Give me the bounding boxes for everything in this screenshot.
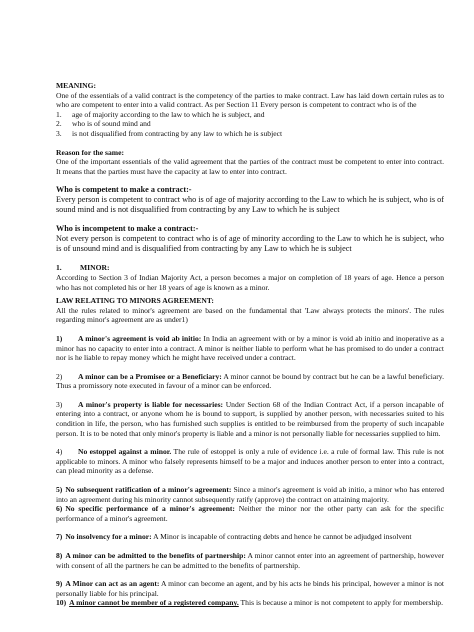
rule-number: 9) (56, 579, 63, 589)
rule-text: This is because a minor is not competent to apply for membership. (238, 598, 443, 608)
rule-text: In India an agreement with or by a minor is void ab initio and inoperative as a minor has no capacity to enter into a contract. A minor is neither liable to perform what he has promised to do under a contract nor is he liable to repay money which he might have received under a contract. (56, 333, 444, 363)
rule-title: No insolvency for a minor: (65, 532, 152, 542)
rule-title: A Minor can act as an agent: (65, 579, 160, 589)
rule-text: A minor cannot be bound by contract but he can be a lawful beneficiary. Thus a promissory note executed in favour of a minor can be enforced. (56, 371, 444, 391)
rule-number: 1) (56, 333, 63, 343)
list-item (56, 119, 444, 129)
competent-text: Every person is competent to contract who is of age of majority according to the Law to which he is subject, who is of sound mind and is not disqualified from contracting by any Law to which he is subject (56, 195, 444, 215)
list-item-text: age of majority according to the law to which he is subject, and (72, 109, 265, 119)
meaning-list (56, 110, 444, 139)
list-item-number: 2. (56, 119, 62, 129)
rule-text: The rule of estoppel is only a rule of evidence i.e. a rule of formal law. This rule is not applicable to minors. A minor who falsely represents himself to be a major and induces another person to enter into a contract, can plead minority as a defense. (56, 447, 444, 476)
rule-number: 10) (56, 598, 67, 608)
rule-item (56, 598, 444, 608)
list-item (56, 110, 444, 120)
meaning-heading: MEANING: (56, 81, 97, 90)
reason-text: One of the important essentials of the valid agreement that the parties of the contract must be competent to enter into contract. It means that the parties must have the capacity at law to enter into contract. (56, 157, 444, 176)
incompetent-heading: Who is incompetent to make a contract:- (56, 224, 199, 234)
rule-text: Since a minor's agreement is void ab initio, a minor who has entered into an agreement during his minority cannot subsequently ratify (approve) the contract on attaining majority. (56, 485, 444, 504)
rule-title: No estoppel against a minor. (78, 447, 172, 457)
rule-title: No subsequent ratification of a minor's agreement: (65, 485, 232, 495)
rule-item (56, 532, 444, 542)
meaning-text: One of the essentials of a valid contract is the competency of the parties to make contract. Law has laid down certain rules as to who are competent to enter into a valid contract. As per Section 11 Every person is competent to contract who is of the (56, 90, 444, 110)
rule-number: 2) (56, 371, 63, 381)
rule-text: A minor cannot enter into an agreement of partnership, however with consent of all the partners he can be admitted to the benefits of partnership. (56, 551, 444, 570)
list-item-text: who is of sound mind and (72, 119, 151, 129)
rule-text: Neither the minor nor the other party can ask for the specific performance of a minor's agreement. (56, 504, 444, 523)
rule-title: A minor's property is liable for necessaries: (78, 399, 224, 409)
rule-text: A minor can become an agent, and by his acts he binds his principal, however a minor is not personally liable for his principal. (56, 579, 444, 598)
minor-number: 1. (56, 263, 62, 273)
rule-item (56, 447, 444, 476)
rule-item (56, 485, 444, 504)
rule-number: 6) (56, 504, 63, 514)
list-item-number: 1. (56, 109, 62, 119)
rule-title: A minor's agreement is void ab initio: (78, 333, 202, 343)
rule-title: A minor cannot be member of a registered company. (69, 598, 239, 608)
rule-title: A minor can be admitted to the benefits of partnership: (65, 551, 246, 560)
rule-number: 4) (56, 447, 63, 457)
rule-item (56, 334, 444, 363)
rule-item (56, 372, 444, 391)
competent-heading: Who is competent to make a contract:- (56, 185, 192, 195)
rule-item (56, 400, 444, 438)
list-item-number: 3. (56, 128, 62, 138)
rule-text: Under Section 68 of the Indian Contract Act, if a person incapable of entering into a contract, or anyone whom he is bound to support, is supplied by another person, with necessaries suited to his condition in life, the person, who has furnished such supplies is entitled to be reimbursed from the property of such incapable person. It is to be noted that only minor's property is liable and a minor is not personally liable for necessaries supplied to him. (56, 399, 444, 438)
rule-number: 7) (56, 532, 63, 542)
rule-title: A minor can be a Promisee or a Beneficiary: (78, 371, 222, 381)
incompetent-text: Not every person is competent to contract who is of age of minority according to the Law to which he is subject, who is of unsound mind and is disqualified from contracting by any Law to which he is subject (56, 234, 444, 254)
rule-number: 8) (56, 551, 63, 560)
rule-number: 3) (56, 399, 63, 409)
rule-title: No specific performance of a minor's agreement: (65, 504, 235, 514)
list-item (56, 129, 444, 139)
law-heading: LAW RELATING TO MINORS AGREEMENT: (56, 296, 214, 306)
minor-title: MINOR: (80, 263, 110, 273)
rule-item (56, 504, 444, 523)
rule-item (56, 551, 444, 570)
reason-heading: Reason for the same: (56, 147, 124, 157)
list-item-text: is not disqualified from contracting by any law to which he is subject (72, 128, 283, 138)
rule-text: A Minor is incapable of contracting debts and hence he cannot be adjudged insolvent (151, 532, 412, 542)
law-text: All the rules related to minor's agreement are based on the fundamental that 'Law always protects the minors'. The rules regarding minor's agreement are as under1) (56, 305, 444, 325)
rule-item (56, 579, 444, 598)
minor-heading (56, 263, 444, 273)
minor-text: According to Section 3 of Indian Majority Act, a person becomes a major on completion of 18 years of age. Hence a person who has not completed his or her 18 years of age is known as a minor. (56, 272, 444, 292)
rule-number: 5) (56, 485, 63, 495)
